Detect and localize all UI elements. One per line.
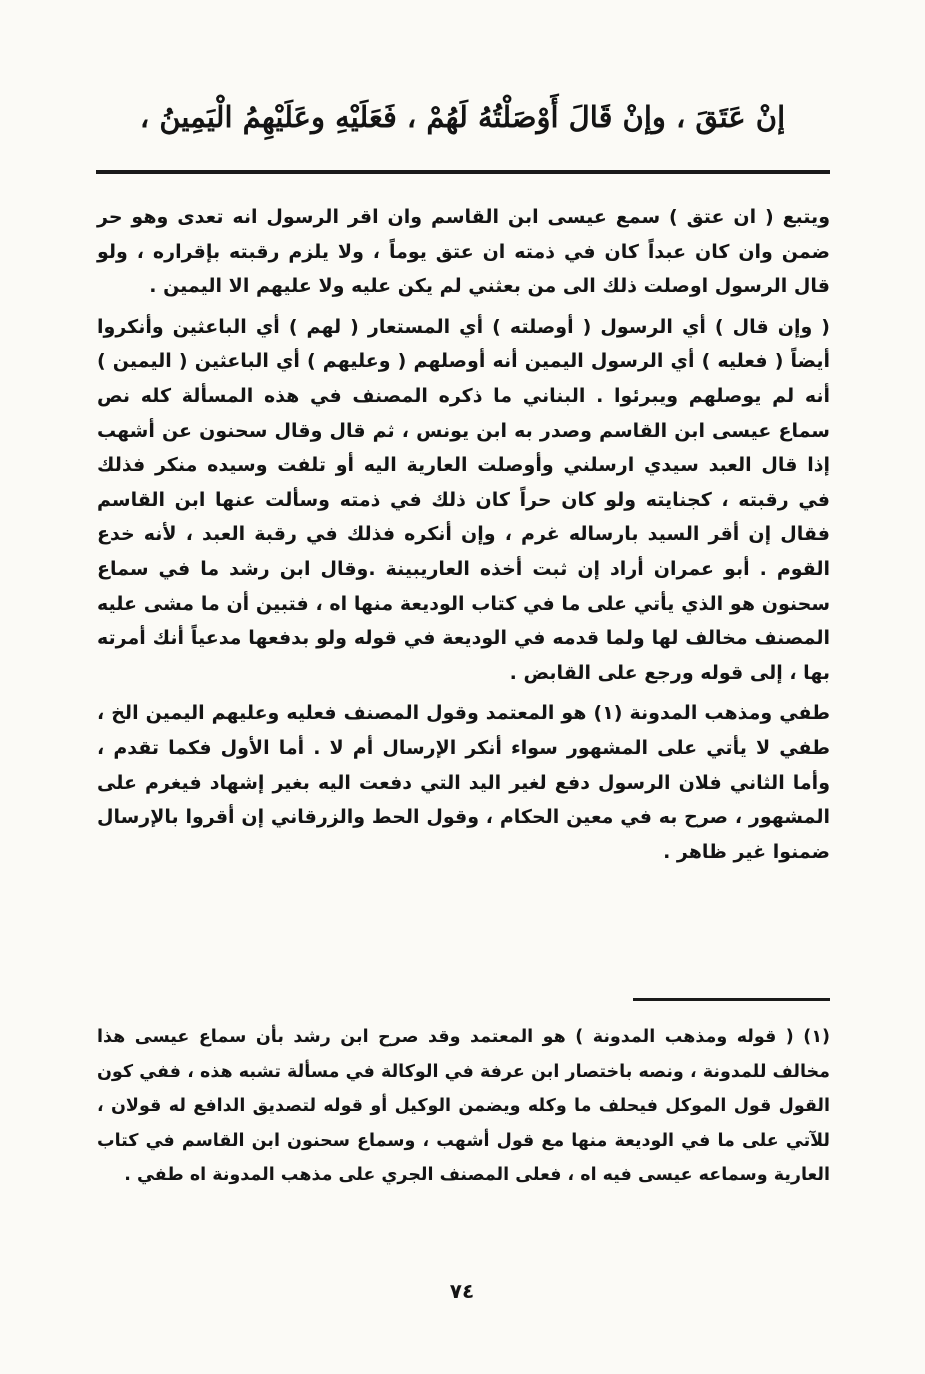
- footnote-divider: [633, 998, 830, 1001]
- paragraph: طفي ومذهب المدونة (١) هو المعتمد وقول المصنف فعليه وعليهم اليمين الخ ، طفي لا يأتي على المشهور سواء أنكر الإرسال أم لا . أما الأول فكما تقدم ، وأما الثاني فلان الرسول دفع لغير اليد التي دفعت اليه بغير إشهاد فيغرم على المشهور ، صرح به في معين الحكام ، وقول الحط والزرقاني إن أقروا بالإرسال ضمنوا غير ظاهر .: [97, 702, 831, 863]
- page-number: ٧٤: [449, 1279, 475, 1303]
- section-heading: إنْ عَتَقَ ، وإنْ قَالَ أَوْصَلْتُهُ لَهُمْ ، فَعَلَيْهِ وعَلَيْهِمُ الْيَمِينُ ،: [139, 100, 786, 134]
- heading-divider: [96, 170, 830, 174]
- paragraph: ( وإن قال ) أي الرسول ( أوصلته ) أي المستعار ( لهم ) أي الباعثين وأنكروا أيضاً ( فعليه ) أي الرسول اليمين أنه أوصلهم ( وعليهم ) أي الباعثين ( اليمين ) أنه لم يوصلهم ويبرئوا . البناني ما ذكره المصنف في هذه المسألة كله نص سماع عيسى ابن القاسم وصدر به ابن يونس ، ثم قال وقال سحنون عن أشهب إذا قال العبد سيدي ارسلني وأوصلت العارية اليه أو تلفت وسيده منكر فذلك في رقبته ، كجنايته ولو كان حراً كان ذلك في ذمته وسألت عنها ابن القاسم فقال إن أقر السيد بارساله غرم ، وإن أنكره فذلك في رقبة العبد ، لأنه خدع القوم . أبو عمران أراد إن ثبت أخذه العاريبينة .وقال ابن رشد ما في سماع سحنون هو الذي يأتي على ما في كتاب الوديعة منها اه ، فتبين أن ما مشى عليه المصنف مخالف لها ولما قدمه في الوديعة في قوله ولو بدفعها مدعياً أنك أمرته بها ، إلى قوله ورجع على القابض .: [97, 315, 830, 684]
- footnote-text: (١) ( قوله ومذهب المدونة ) هو المعتمد وقد صرح ابن رشد بأن سماع عيسى هذا مخالف للمدونة ، ونصه باختصار ابن عرفة في الوكالة في مسألة تشبه هذه ، ففي كون القول قول الموكل فيحلف ما وكله ويضمن الوكيل أو قوله لتصديق الدافع له قولان ، للآتي على ما في الوديعة منها مع قول أشهب ، وسماع سحنون ابن القاسم في كتاب العارية وسماعه عيسى فيه اه ، فعلى المصنف الجري على مذهب المدونة اه طفي .: [97, 1027, 830, 1186]
- paragraph: ويتبع ( ان عتق ) سمع عيسى ابن القاسم وان اقر الرسول انه تعدى وهو حر ضمن وان كان عبداً كان في ذمته ان عتق يوماً ، ولا يلزم رقبته بإقراره ، ولو قال الرسول اوصلت ذلك الى من بعثني لم يكن عليه ولا عليهم الا اليمين .: [97, 206, 830, 298]
- footnote: [97, 1020, 830, 1193]
- main-text: [97, 200, 830, 875]
